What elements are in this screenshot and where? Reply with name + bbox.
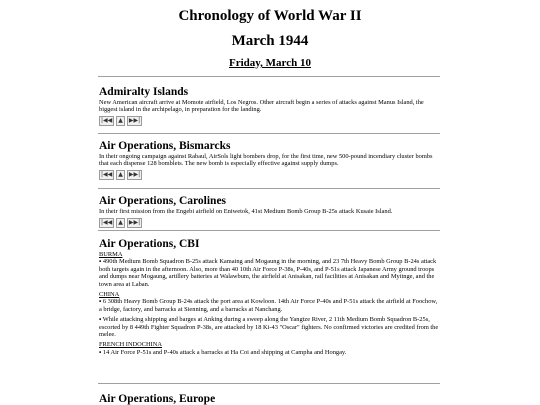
divider [98,133,440,134]
divider [98,188,440,189]
section-europe [99,393,439,405]
up-icon[interactable]: ▲ [118,117,123,125]
entry-navigation [99,171,439,180]
section-heading: Air Operations, Bismarcks [99,140,231,152]
section-cbi [99,238,439,359]
section-admiralty-islands [99,86,439,126]
back-icon[interactable]: |◀◀ [101,171,113,179]
subheading-french-indochina: FRENCH INDOCHINA [99,341,163,349]
section-bismarcks [99,140,439,180]
list-item: ▪ While attacking shipping and barges at Anking during a sweep along the Yangtze River, 2 11th Medium Bomb Squadron B-25s, escorted by 8 449th Fighter Squadron P-38s, are attacked by 18 Ki-43 "Oscar" fighters. No confirmed victories are credited from the melee. [99,316,439,339]
section-text: New American aircraft arrive at Momote airfield, Los Negros. Other aircraft begin a series of attacks against Manus Island, the biggest island in the archipelago, in preparation for the landing. [99,99,424,114]
divider [98,76,440,77]
list-item: ▪ 14 Air Force P-51s and P-40s attack a barracks at Ha Coi and shipping at Campha and Hongay. [99,348,347,356]
divider [98,230,440,231]
section-heading: Air Operations, CBI [99,238,200,250]
section-carolines [99,195,439,227]
up-icon[interactable]: ▲ [118,171,123,179]
back-icon[interactable]: |◀◀ [101,218,113,226]
list-item: ▪ 6 308th Heavy Bomb Group B-24s attack the port area at Kowloon. 14th Air Force P-40s and P-51s attack the airfield at Foochow, a bridge, factory, and barracks at Sienning, and a barracks at Nanchang. [99,298,438,313]
up-icon[interactable]: ▲ [118,218,123,226]
entry-navigation [99,218,439,227]
month-heading: March 1944 [231,33,309,49]
section-text: In their first mission from the Engebi airfield on Eniwetok, 41st Medium Bomb Group B-25s attack Kusaie Island. [99,208,393,215]
section-heading: Air Operations, Carolines [99,195,227,207]
entry-navigation [99,117,439,126]
section-text: In their ongoing campaign against Rabaul, AirSols light bombers drop, for the first time, new 500-pound incendiary cluster bombs that each dispense 128 bomblets. The new bomb is especially effective against supply dumps. [99,153,433,168]
forward-icon[interactable]: ▶▶| [128,171,141,179]
forward-icon[interactable]: ▶▶| [128,218,141,226]
list-item: ▪ 490th Medium Bomb Squadron B-25s attack Kamaing and Mogaung in the morning, and 23 7th Heavy Bomb Group B-24s attack both targets again in the afternoon. Also, more than 40 10th Air Force P-38s, P-40s, and P-51s attack Japanese Army ground troops and dumps near Mogaung, artillery batteries at Walawbum, the airfield at Anisakan, rail facilities at Anisakan and Myitnge, and the town area at Laban. [99,258,437,288]
subheading-burma: BURMA [99,251,123,258]
back-icon[interactable]: |◀◀ [101,117,113,125]
subheading-china: CHINA [99,291,120,299]
page-title: Chronology of World War II [178,8,362,24]
divider [98,383,440,384]
day-heading: Friday, March 10 [229,57,311,69]
section-heading: Admiralty Islands [99,86,189,98]
forward-icon[interactable]: ▶▶| [128,117,141,125]
section-heading: Air Operations, Europe [99,393,216,405]
